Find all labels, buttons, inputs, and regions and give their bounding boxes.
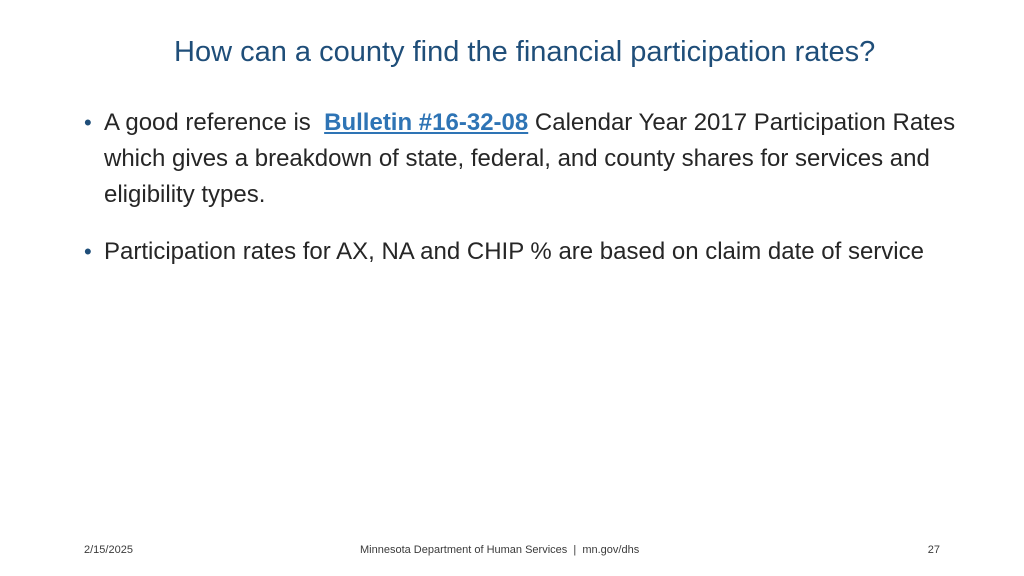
footer-organization: Minnesota Department of Human Services | mn.gov/dhs	[360, 544, 640, 556]
bullet-icon: •	[84, 110, 92, 135]
bullet-text-suffix: Calendar Year 2017 Participation Rates which gives a breakdown of state, federal, and county shares for services and eligibility types.	[104, 109, 956, 208]
bullet-text: Participation rates for AX, NA and CHIP % are based on claim date of service	[104, 238, 924, 265]
bulletin-link[interactable]: Bulletin #16-32-08	[324, 109, 529, 136]
bullet-list	[84, 105, 964, 291]
footer-date: 2/15/2025	[84, 544, 133, 556]
bullet-icon: •	[84, 239, 92, 264]
bullet-item-participation	[84, 234, 964, 270]
slide-title: How can a county find the financial participation rates?	[174, 36, 876, 68]
bullet-text-prefix: A good reference is	[104, 109, 325, 136]
page-number: 27	[927, 544, 940, 556]
bullet-item-reference	[84, 105, 964, 213]
